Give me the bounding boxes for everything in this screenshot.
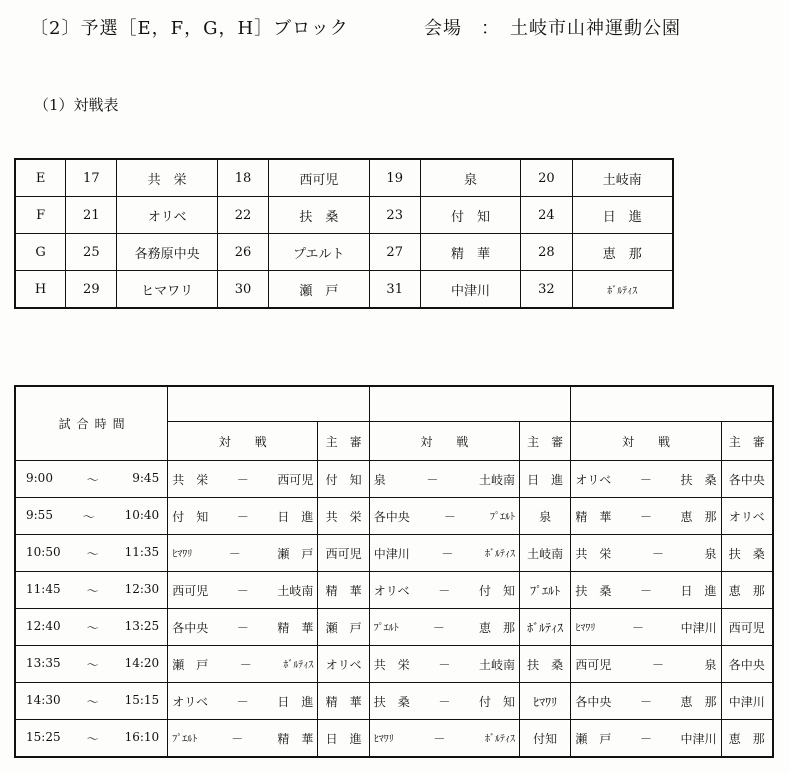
referee-team: 付知 (519, 720, 570, 758)
team-name: 扶 桑 (269, 197, 369, 234)
match-team: 瀬 戸 (172, 657, 209, 672)
match-dash: － (443, 509, 456, 524)
match-team: 土岐南 (478, 472, 515, 487)
match-cell (571, 683, 721, 720)
draw-row (15, 271, 673, 309)
team-name: ﾎﾞﾙﾃｨｽ (572, 271, 673, 309)
match-team: 精 華 (277, 731, 314, 746)
team-name: 瀬 戸 (269, 271, 369, 309)
match-dash: － (438, 694, 451, 709)
seed-number: 21 (66, 197, 117, 234)
referee-team: 西可児 (721, 609, 773, 646)
match-dash: － (236, 583, 249, 598)
match-team: 恵 那 (680, 509, 717, 524)
draw-table (14, 158, 674, 309)
match-cell (369, 572, 519, 609)
time-end: 11:35 (124, 544, 160, 559)
match-team: 扶 桑 (575, 583, 612, 598)
referee-team: 泉 (519, 498, 570, 535)
time-start: 15:25 (26, 729, 61, 744)
match-team: オリベ (373, 583, 410, 598)
referee-team: 扶 桑 (721, 535, 773, 572)
match-team: 付 知 (478, 694, 515, 709)
match-team: 瀬 戸 (277, 546, 314, 561)
match-time (15, 646, 168, 683)
block-letter: F (15, 197, 66, 234)
match-cell (168, 572, 318, 609)
match-dash: － (236, 620, 249, 635)
match-team: ﾌﾟｴﾙﾄ (489, 511, 515, 523)
match-team: 恵 那 (680, 694, 717, 709)
match-team: 日 進 (277, 509, 314, 524)
seed-number: 17 (66, 159, 117, 197)
match-dash: － (231, 731, 244, 746)
block-letter: H (15, 271, 66, 309)
match-cell (168, 461, 318, 498)
time-end: 16:10 (124, 729, 160, 744)
referee-team: 精 華 (318, 683, 369, 720)
referee-team: ﾋﾏﾜﾘ (519, 683, 570, 720)
seed-number: 22 (217, 197, 268, 234)
schedule-row (15, 683, 773, 720)
seed-number: 25 (66, 234, 117, 271)
referee-team: 日 進 (519, 461, 570, 498)
match-dash: － (426, 472, 439, 487)
match-time (15, 720, 168, 758)
team-name: 精 華 (420, 234, 520, 271)
heading-title: 〔2〕予選［E，F，G，H］ブロック (30, 18, 349, 39)
match-cell (571, 535, 721, 572)
match-team: ﾎﾞﾙﾃｨｽ (484, 548, 515, 560)
referee-team: 瀬 戸 (318, 609, 369, 646)
seed-number: 26 (217, 234, 268, 271)
schedule-row (15, 535, 773, 572)
match-dash: － (651, 657, 664, 672)
page-heading (30, 14, 681, 40)
schedule-row (15, 572, 773, 609)
referee-team: オリベ (318, 646, 369, 683)
referee-team: 恵 那 (721, 720, 773, 758)
field-3-header (571, 386, 773, 422)
match-team: ﾋﾏﾜﾘ (373, 733, 394, 745)
referee-team: 扶 桑 (519, 646, 570, 683)
match-team: 中津川 (373, 546, 410, 561)
match-team: 土岐南 (478, 657, 515, 672)
match-team: 中津川 (680, 731, 717, 746)
time-end: 10:40 (124, 507, 160, 522)
match-dash: － (639, 509, 652, 524)
match-time (15, 535, 168, 572)
time-end: 15:15 (124, 692, 160, 707)
team-name: 各務原中央 (117, 234, 217, 271)
team-name: ヒマワリ (117, 271, 217, 309)
referee-team: 中津川 (721, 683, 773, 720)
match-team: 恵 那 (478, 620, 515, 635)
match-team: ﾎﾞﾙﾃｨｽ (484, 733, 515, 745)
time-end: 12:30 (124, 581, 160, 596)
match-time (15, 609, 168, 646)
team-name: プエルト (269, 234, 369, 271)
match-time (15, 498, 168, 535)
match-team: 扶 桑 (680, 472, 717, 487)
match-time (15, 461, 168, 498)
schedule-table (14, 385, 774, 758)
match-cell (571, 572, 721, 609)
match-dash: － (639, 731, 652, 746)
match-team: ﾌﾟｴﾙﾄ (172, 733, 198, 745)
time-start: 14:30 (26, 692, 61, 707)
match-team: 各中央 (172, 620, 209, 635)
match-team: 瀬 戸 (575, 731, 612, 746)
match-cell (168, 498, 318, 535)
match-dash: － (438, 657, 451, 672)
match-team: 西可児 (172, 583, 209, 598)
time-sep: ～ (86, 546, 99, 561)
match-cell (571, 461, 721, 498)
seed-number: 19 (369, 159, 420, 197)
match-cell (571, 609, 721, 646)
referee-header: 主 審 (721, 422, 773, 461)
match-cell (369, 535, 519, 572)
time-start: 9:55 (26, 507, 53, 522)
block-letter: G (15, 234, 66, 271)
referee-team: 各中央 (721, 646, 773, 683)
team-name: 付 知 (420, 197, 520, 234)
referee-team: 西可児 (318, 535, 369, 572)
team-name: 中津川 (420, 271, 520, 309)
match-dash: － (438, 583, 451, 598)
time-end: 13:25 (124, 618, 160, 633)
time-start: 12:40 (26, 618, 61, 633)
match-header: 対 戦 (369, 422, 519, 461)
match-dash: － (236, 694, 249, 709)
referee-team: 各中央 (721, 461, 773, 498)
referee-team: 共 栄 (318, 498, 369, 535)
draw-row (15, 159, 673, 197)
match-team: 共 栄 (373, 657, 410, 672)
referee-header: 主 審 (519, 422, 570, 461)
seed-number: 30 (217, 271, 268, 309)
match-team: 各中央 (373, 509, 410, 524)
seed-number: 27 (369, 234, 420, 271)
referee-team: ﾎﾞﾙﾃｨｽ (519, 609, 570, 646)
seed-number: 29 (66, 271, 117, 309)
team-name: 日 進 (572, 197, 673, 234)
match-time (15, 572, 168, 609)
match-cell (369, 609, 519, 646)
referee-header: 主 審 (318, 422, 369, 461)
referee-team: 精 華 (318, 572, 369, 609)
field-2-header (369, 386, 571, 422)
section-label: （1）対戦表 (34, 96, 119, 114)
heading-venue: 会場 ： 土岐市山神運動公園 (424, 18, 681, 39)
match-team: ﾎﾞﾙﾃｨｽ (283, 659, 314, 671)
referee-team: 日 進 (318, 720, 369, 758)
schedule-row (15, 498, 773, 535)
match-team: 各中央 (575, 694, 612, 709)
draw-row (15, 197, 673, 234)
match-team: 共 栄 (575, 546, 612, 561)
match-team: ﾋﾏﾜﾘ (575, 622, 596, 634)
referee-team: 土岐南 (519, 535, 570, 572)
seed-number: 24 (521, 197, 572, 234)
match-cell (168, 535, 318, 572)
match-dash: － (239, 657, 252, 672)
team-name: オリベ (117, 197, 217, 234)
match-cell (369, 498, 519, 535)
match-dash: － (631, 620, 644, 635)
match-dash: － (228, 546, 241, 561)
match-header: 対 戦 (571, 422, 721, 461)
schedule-row (15, 461, 773, 498)
time-start: 10:50 (26, 544, 61, 559)
time-end: 14:20 (124, 655, 160, 670)
team-name: 共 栄 (117, 159, 217, 197)
match-cell (168, 646, 318, 683)
match-cell (369, 720, 519, 758)
time-header: 試合時間 (15, 386, 168, 461)
match-cell (369, 646, 519, 683)
match-dash: － (639, 583, 652, 598)
match-team: 共 栄 (172, 472, 209, 487)
seed-number: 23 (369, 197, 420, 234)
match-dash: － (236, 509, 249, 524)
seed-number: 20 (521, 159, 572, 197)
match-team: 付 知 (172, 509, 209, 524)
match-team: 中津川 (680, 620, 717, 635)
time-sep: ～ (86, 472, 99, 487)
match-team: 泉 (704, 546, 717, 561)
time-sep: ～ (86, 731, 99, 746)
match-team: 日 進 (680, 583, 717, 598)
match-cell (168, 609, 318, 646)
time-sep: ～ (86, 694, 99, 709)
time-sep: ～ (82, 509, 95, 524)
field-1-header (168, 386, 370, 422)
time-sep: ～ (86, 583, 99, 598)
match-cell (168, 683, 318, 720)
time-sep: ～ (86, 620, 99, 635)
match-dash: － (433, 731, 446, 746)
referee-team: ﾌﾟｴﾙﾄ (519, 572, 570, 609)
team-name: 恵 那 (572, 234, 673, 271)
team-name: 西可児 (269, 159, 369, 197)
match-team: 日 進 (277, 694, 314, 709)
match-team: オリベ (172, 694, 208, 709)
match-cell (369, 683, 519, 720)
team-name: 泉 (420, 159, 520, 197)
seed-number: 28 (521, 234, 572, 271)
match-team: ﾌﾟｴﾙﾄ (373, 622, 399, 634)
schedule-row (15, 609, 773, 646)
match-team: 泉 (704, 657, 717, 672)
match-dash: － (639, 472, 652, 487)
team-name: 土岐南 (572, 159, 673, 197)
time-start: 11:45 (26, 581, 61, 596)
match-team: 泉 (373, 472, 386, 487)
match-team: 付 知 (478, 583, 515, 598)
match-team: ﾋﾏﾜﾘ (172, 548, 193, 560)
match-dash: － (441, 546, 454, 561)
match-cell (571, 720, 721, 758)
referee-team: オリベ (721, 498, 773, 535)
match-dash: － (639, 694, 652, 709)
match-dash: － (651, 546, 664, 561)
time-sep: ～ (86, 657, 99, 672)
draw-row (15, 234, 673, 271)
block-letter: E (15, 159, 66, 197)
match-team: 扶 桑 (373, 694, 410, 709)
match-cell (168, 720, 318, 758)
match-team: 西可児 (277, 472, 314, 487)
time-start: 13:35 (26, 655, 61, 670)
referee-team: 付 知 (318, 461, 369, 498)
schedule-row (15, 720, 773, 758)
match-team: 精 華 (277, 620, 314, 635)
match-cell (571, 498, 721, 535)
match-team: 西可児 (575, 657, 612, 672)
match-header: 対 戦 (168, 422, 318, 461)
match-team: オリベ (575, 472, 612, 487)
match-dash: － (236, 472, 249, 487)
time-start: 9:00 (26, 470, 53, 485)
seed-number: 18 (217, 159, 268, 197)
seed-number: 32 (521, 271, 572, 309)
match-dash: － (432, 620, 445, 635)
match-team: 土岐南 (277, 583, 314, 598)
match-cell (571, 646, 721, 683)
time-end: 9:45 (132, 470, 160, 485)
match-team: 精 華 (575, 509, 612, 524)
match-cell (369, 461, 519, 498)
seed-number: 31 (369, 271, 420, 309)
schedule-row (15, 646, 773, 683)
match-time (15, 683, 168, 720)
referee-team: 恵 那 (721, 572, 773, 609)
